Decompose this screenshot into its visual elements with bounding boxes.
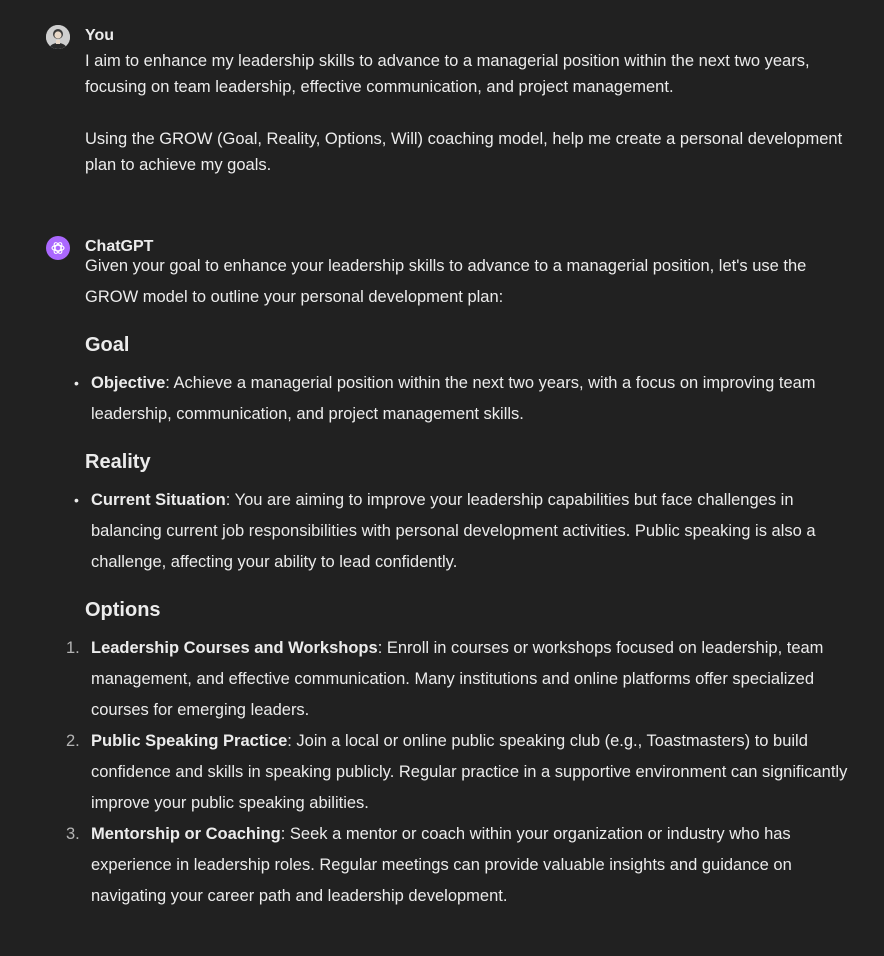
item-label: Public Speaking Practice <box>91 732 288 750</box>
list-item <box>74 485 864 578</box>
section-heading-reality: Reality <box>85 451 151 473</box>
item-text: : Enroll in courses or workshops focused on leadership, team management, and effective communication. Many institutions and online platforms offer specialized courses for emerging leaders. <box>91 639 824 719</box>
item-label: Leadership Courses and Workshops <box>91 639 378 657</box>
list-item <box>66 819 864 912</box>
bullet-icon: • <box>74 375 79 391</box>
user-message <box>46 25 864 195</box>
item-text: : Achieve a managerial position within the next two years, with a focus on improving team leadership, communication, and project management skills. <box>91 374 816 423</box>
item-label: Current Situation <box>91 491 226 509</box>
list-item <box>66 633 864 726</box>
assistant-author-name: ChatGPT <box>85 238 154 255</box>
assistant-message-body <box>66 251 864 912</box>
bullet-icon: • <box>74 492 79 508</box>
reality-list <box>74 485 864 578</box>
item-label: Mentorship or Coaching <box>91 825 281 843</box>
user-photo-icon <box>46 25 70 49</box>
user-avatar <box>46 25 70 49</box>
user-paragraph: Using the GROW (Goal, Reality, Options, Will) coaching model, help me create a personal development plan to achieve my goals. <box>85 130 843 174</box>
assistant-message <box>46 236 864 956</box>
list-number: 2. <box>66 732 80 750</box>
user-paragraph: I aim to enhance my leadership skills to advance to a managerial position within the next two years, focusing on team leadership, effective communication, and project management. <box>85 52 810 96</box>
openai-logo-icon <box>50 240 66 256</box>
item-text: : You are aiming to improve your leadership capabilities but face challenges in balancing current job responsibilities with personal development activities. Public speaking is also a challenge, affecting your ability to lead confidently. <box>91 491 816 571</box>
chatgpt-avatar <box>46 236 70 260</box>
goal-list <box>74 368 864 430</box>
item-text: : Seek a mentor or coach within your organization or industry who has experience in leadership roles. Regular meetings can provide valuable insights and guidance on navigating your career path and leadership development. <box>91 825 792 905</box>
list-item <box>66 726 864 819</box>
section-heading-options: Options <box>85 599 161 621</box>
section-heading-goal: Goal <box>85 334 130 356</box>
list-number: 3. <box>66 825 80 843</box>
options-list <box>66 633 864 912</box>
user-message-body <box>85 48 864 178</box>
list-number: 1. <box>66 639 80 657</box>
item-text: : Join a local or online public speaking club (e.g., Toastmasters) to build confidence and skills in speaking publicly. Regular practice in a supportive environment can significantly improve your public speaking abilities. <box>91 732 848 812</box>
user-author-name: You <box>85 27 115 44</box>
list-item <box>74 368 864 430</box>
item-label: Objective <box>91 374 166 392</box>
assistant-intro: Given your goal to enhance your leadership skills to advance to a managerial position, let's use the GROW model to outline your personal development plan: <box>85 257 807 306</box>
